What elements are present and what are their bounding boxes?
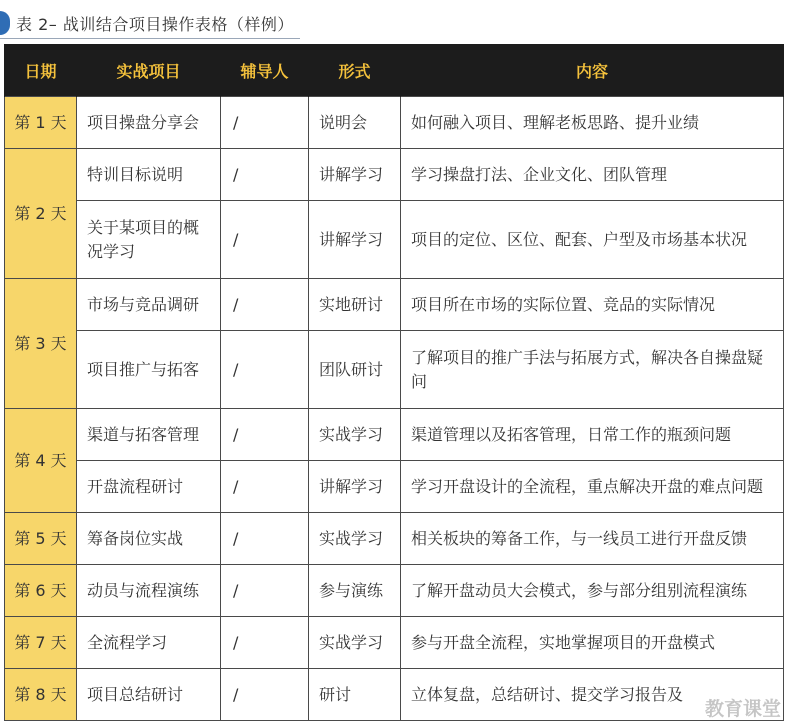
format-cell: 讲解学习 [309,201,401,279]
tutor-cell: / [221,669,309,721]
header-date: 日期 [5,44,77,97]
table-header-row [5,44,784,97]
content-cell: 项目的定位、区位、配套、户型及市场基本状况 [401,201,784,279]
table-row [5,97,784,149]
table-row [5,279,784,331]
tutor-cell: / [221,513,309,565]
tutor-cell: / [221,331,309,409]
table-row [5,617,784,669]
day-cell: 第 2 天 [5,149,77,279]
day-cell: 第 3 天 [5,279,77,409]
tutor-cell: / [221,201,309,279]
format-cell: 讲解学习 [309,461,401,513]
project-cell: 项目总结研讨 [77,669,221,721]
format-cell: 讲解学习 [309,149,401,201]
table-row [5,149,784,201]
content-cell: 立体复盘，总结研讨、提交学习报告及 [401,669,784,721]
content-cell: 学习开盘设计的全流程，重点解决开盘的难点问题 [401,461,784,513]
project-cell: 市场与竞品调研 [77,279,221,331]
content-cell: 了解开盘动员大会模式，参与部分组别流程演练 [401,565,784,617]
day-cell: 第 8 天 [5,669,77,721]
content-cell: 如何融入项目、理解老板思路、提升业绩 [401,97,784,149]
watermark: 教育课堂 [704,698,781,720]
table-row [5,331,784,409]
caption-text: 表 2– 战训结合项目操作表格（样例） [16,14,294,34]
format-cell: 参与演练 [309,565,401,617]
format-cell: 实战学习 [309,409,401,461]
project-cell: 渠道与拓客管理 [77,409,221,461]
project-cell: 项目操盘分享会 [77,97,221,149]
format-cell: 实战学习 [309,617,401,669]
tutor-cell: / [221,565,309,617]
table-row [5,513,784,565]
format-cell: 实地研讨 [309,279,401,331]
table-row [5,409,784,461]
header-tutor: 辅导人 [221,44,309,97]
project-cell: 特训目标说明 [77,149,221,201]
project-cell: 全流程学习 [77,617,221,669]
project-cell: 项目推广与拓客 [77,331,221,409]
tutor-cell: / [221,97,309,149]
training-schedule-table [4,44,784,721]
table-row [5,461,784,513]
project-cell: 动员与流程演练 [77,565,221,617]
day-cell: 第 4 天 [5,409,77,513]
content-cell: 相关板块的筹备工作，与一线员工进行开盘反馈 [401,513,784,565]
day-cell: 第 7 天 [5,617,77,669]
header-format: 形式 [309,44,401,97]
tutor-cell: / [221,461,309,513]
content-cell: 了解项目的推广手法与拓展方式，解决各自操盘疑问 [401,331,784,409]
day-cell: 第 1 天 [5,97,77,149]
table-row [5,565,784,617]
project-cell: 关于某项目的概况学习 [77,201,221,279]
content-cell: 学习操盘打法、企业文化、团队管理 [401,149,784,201]
format-cell: 实战学习 [309,513,401,565]
project-cell: 筹备岗位实战 [77,513,221,565]
project-cell: 开盘流程研讨 [77,461,221,513]
table-row [5,201,784,279]
caption-marker-icon [0,11,10,35]
content-cell: 渠道管理以及拓客管理，日常工作的瓶颈问题 [401,409,784,461]
header-project: 实战项目 [77,44,221,97]
day-cell: 第 5 天 [5,513,77,565]
tutor-cell: / [221,617,309,669]
day-cell: 第 6 天 [5,565,77,617]
format-cell: 说明会 [309,97,401,149]
content-cell: 参与开盘全流程，实地掌握项目的开盘模式 [401,617,784,669]
format-cell: 研讨 [309,669,401,721]
table-row [5,669,784,721]
content-cell: 项目所在市场的实际位置、竞品的实际情况 [401,279,784,331]
table-caption [0,8,300,39]
tutor-cell: / [221,409,309,461]
format-cell: 团队研讨 [309,331,401,409]
header-content: 内容 [401,44,784,97]
tutor-cell: / [221,279,309,331]
tutor-cell: / [221,149,309,201]
